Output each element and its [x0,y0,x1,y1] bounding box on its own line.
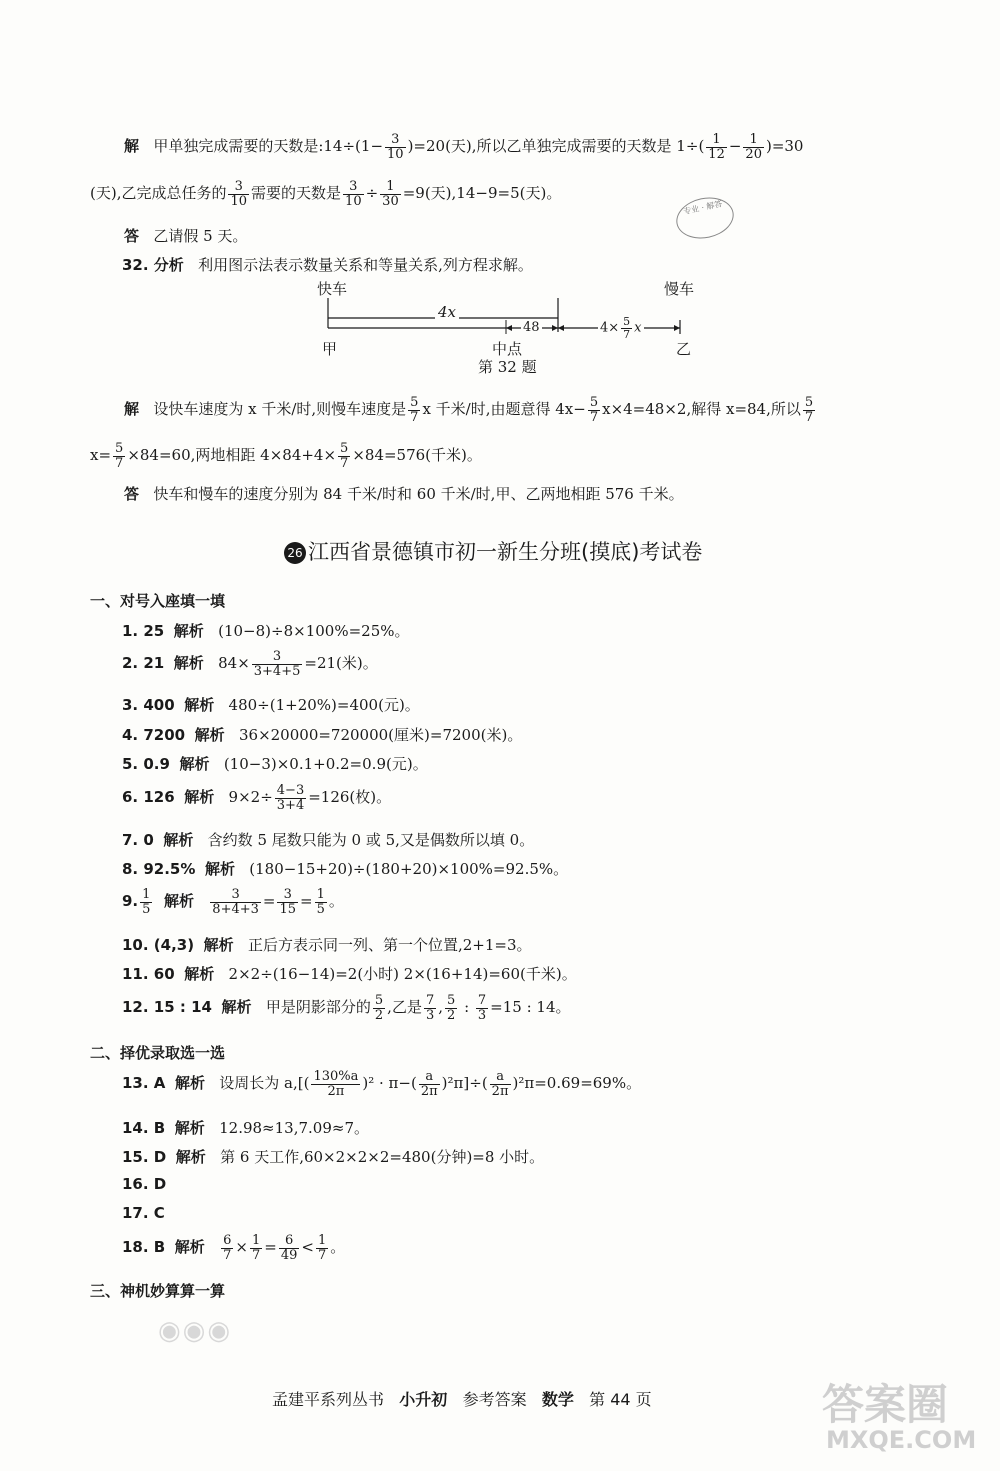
list-item: 7. 0 解析 含约数 5 尾数只能为 0 或 5,又是偶数所以填 0。 [122,831,535,849]
label-jia: 甲 [322,340,338,358]
list-item: 12. 15 : 14 解析 甲是阴影部分的 $\frac{5}{2}$ ,乙是 $\frac{7}{3}$ , $\frac{5}{2}$ : $\frac{7}{3}$ =15 : 14。 [122,993,571,1023]
label-yi: 乙 [676,340,692,358]
list-item: 14. B 解析 12.98≈13,7.09≈7。 [122,1119,369,1137]
list-item: 6. 126 解析 9×2÷ $\frac{4-3}{3+4}$ =126(枚)。 [122,783,392,813]
list-item: 15. D 解析 第 6 天工作,60×2×2×2=480(分钟)=8 小时。 [122,1148,545,1166]
list-item: 9. $\frac{1}{5}$ 解析 $\frac{3}{8+4+3}$ = $\frac{3}{15}$ = $\frac{1}{5}$ 。 [122,887,344,917]
section-heading-1: 一、对号入座填一填 [90,592,226,610]
exam-number-badge: 26 [284,542,306,564]
watermark-logo-icon: 答案圈 [822,1380,949,1429]
list-item: 17. C [122,1204,165,1222]
label-slow-car: 慢车 [664,280,695,298]
label-48: 48 [523,320,540,335]
list-item: 10. (4,3) 解析 正后方表示同一列、第一个位置,2+1=3。 [122,936,532,954]
list-item: 5. 0.9 解析 (10−3)×0.1+0.2=0.9(元)。 [122,755,428,773]
list-item: 18. B 解析 $\frac{6}{7}$ × $\frac{1}{7}$ = $\frac{6}{49}$ < $\frac{1}{7}$ 。 [122,1233,346,1263]
label-fast-car: 快车 [317,280,348,298]
fraction: $\frac{1}{12}$ [708,132,725,162]
list-item: 3. 400 解析 480÷(1+20%)=400(元)。 [122,696,420,714]
watermark-site-text: MXQE.COM [826,1426,977,1454]
label-right-segment: 4× $\frac{5}{7}$ x [600,315,642,341]
label-4x: 4x [435,303,459,321]
list-item: 1. 25 解析 (10−8)÷8×100%=25%。 [122,622,410,640]
page-footer: 孟建平系列丛书 小升初 参考答案 数学 第 44 页 [272,1390,652,1409]
label-midpoint: 中点 [492,340,523,358]
solution-line-1: 解 甲单独完成需要的天数是:14÷(1− $\frac{3}{10}$ )=20(天),所以乙单独完成需要的天数是 1÷( $\frac{1}{12}$ − $\frac{1}{20}$ )=30 [124,132,804,162]
list-item: 16. D [122,1175,167,1193]
fraction: $\frac{3}{10}$ [230,179,248,209]
section-heading-2: 二、择优录取选一选 [90,1044,226,1062]
solution-line-2: (天),乙完成总任务的 $\frac{3}{10}$ 需要的天数是 $\frac{3}{10}$ ÷ $\frac{1}{30}$ =9(天),14−9=5(天)。 [90,179,562,209]
section-heading-3: 三、神机妙算算一算 [90,1282,226,1300]
fraction: $\frac{1}{20}$ [745,132,762,162]
answer-line: 答 乙请假 5 天。 [124,227,248,245]
q32-solution-line-1: 解 设快车速度为 x 千米/时,则慢车速度是 $\frac{5}{7}$ x 千米/时,由题意得 4x− $\frac{5}{7}$ x×4=48×2,解得 x=84,所以 $\frac{5}{7}$ [124,395,814,425]
q32-diagram [300,276,720,376]
q32-analysis: 32. 分析 利用图示法表示数量关系和等量关系,列方程求解。 [122,256,533,274]
stamp-icon: 专业 · 解答 [672,192,737,243]
fraction: $\frac{1}{30}$ [382,179,399,209]
exam-title: 26 江西省景德镇市初一新生分班(摸底)考试卷 [284,536,702,566]
fraction: $\frac{3}{10}$ [387,132,404,162]
list-item: 11. 60 解析 2×2÷(16−14)=2(小时) 2×(16+14)=60(千米)。 [122,965,577,983]
list-item: 8. 92.5% 解析 (180−15+20)÷(180+20)×100%=92.5%。 [122,860,569,878]
list-item: 2. 21 解析 84× $\frac{3}{3+4+5}$ =21(米)。 [122,649,378,679]
q32-solution-line-2: x= $\frac{5}{7}$ ×84=60,两地相距 4×84+4× $\frac{5}{7}$ ×84=576(千米)。 [90,441,482,471]
watermark-icon: ◉◉◉ [158,1316,233,1346]
list-item: 4. 7200 解析 36×20000=720000(厘米)=7200(米)。 [122,726,523,744]
list-item: 13. A 解析 设周长为 a,[( $\frac{130\%a}{2\pi}$ )² · π−( $\frac{a}{2\pi}$ )²π]÷( $\frac{a}{2\pi}$ )²π=0.69=69%。 [122,1069,642,1099]
q32-answer: 答 快车和慢车的速度分别为 84 千米/时和 60 千米/时,甲、乙两地相距 576 千米。 [124,485,684,503]
figure-caption: 第 32 题 [478,358,537,376]
fraction: $\frac{3}{10}$ [345,179,362,209]
